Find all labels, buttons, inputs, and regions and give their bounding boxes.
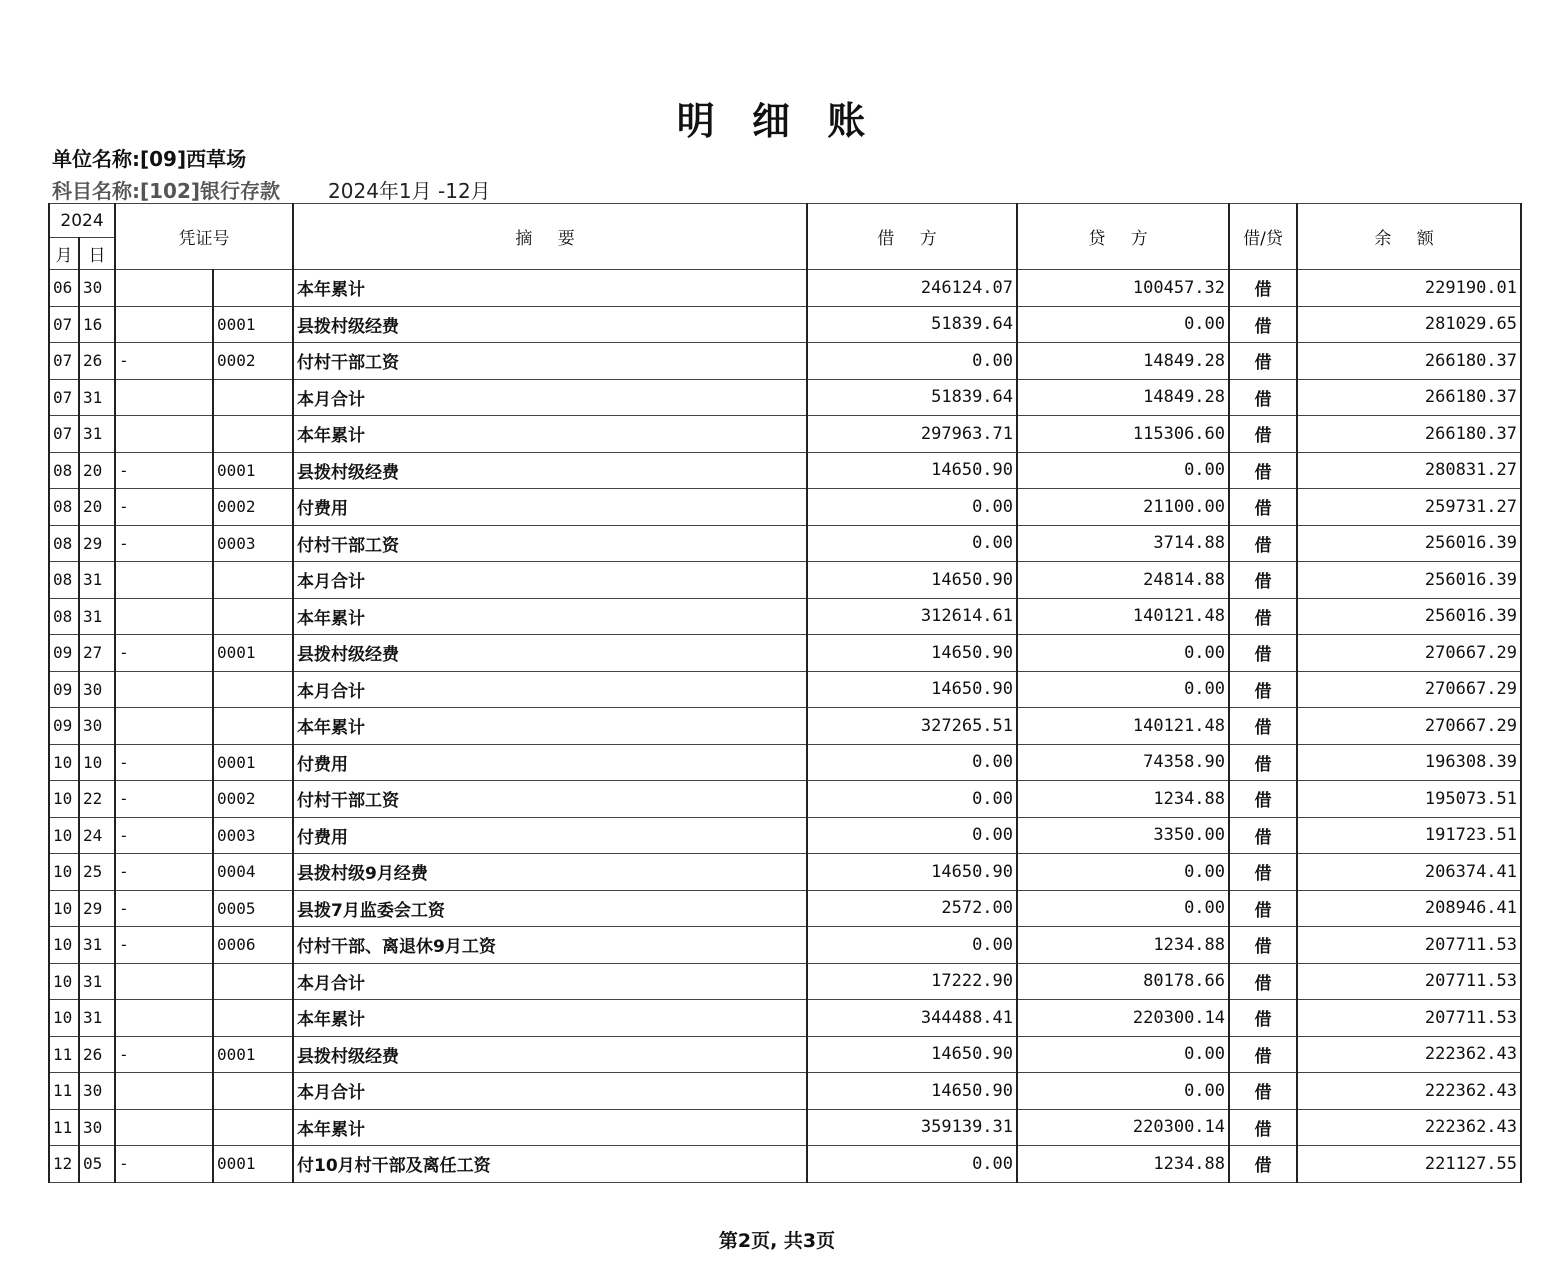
balance-cell: 270667.29: [1297, 635, 1521, 672]
table-row: [49, 781, 1521, 818]
month-cell: 08: [49, 489, 79, 526]
voucher-type-cell: [115, 306, 213, 343]
balance-cell: 222362.43: [1297, 1036, 1521, 1073]
summary-cell: 付费用: [293, 489, 807, 526]
month-cell: 07: [49, 306, 79, 343]
voucher-type-cell: [115, 963, 213, 1000]
direction-cell: 借: [1229, 744, 1297, 781]
summary-cell: 本年累计: [293, 1000, 807, 1037]
debit-cell: 51839.64: [807, 379, 1017, 416]
credit-cell: 1234.88: [1017, 927, 1229, 964]
debit-cell: 246124.07: [807, 270, 1017, 307]
voucher-number-cell: 0002: [213, 781, 293, 818]
voucher-type-cell: -: [115, 489, 213, 526]
summary-cell: 县拨村级经费: [293, 635, 807, 672]
day-cell: 31: [79, 963, 115, 1000]
voucher-type-cell: [115, 270, 213, 307]
debit-cell: 0.00: [807, 817, 1017, 854]
voucher-number-cell: [213, 598, 293, 635]
table-row: [49, 416, 1521, 453]
direction-cell: 借: [1229, 379, 1297, 416]
day-cell: 24: [79, 817, 115, 854]
direction-cell: 借: [1229, 562, 1297, 599]
month-cell: 09: [49, 671, 79, 708]
page-footer: 第2页, 共3页: [718, 1230, 836, 1252]
voucher-number-cell: 0001: [213, 1146, 293, 1183]
voucher-type-cell: [115, 416, 213, 453]
table-row: [49, 817, 1521, 854]
summary-cell: 本月合计: [293, 963, 807, 1000]
balance-cell: 270667.29: [1297, 671, 1521, 708]
day-cell: 31: [79, 562, 115, 599]
balance-cell: 208946.41: [1297, 890, 1521, 927]
year-header: 2024: [49, 204, 115, 238]
voucher-header: 凭证号: [115, 204, 293, 270]
table-row: [49, 343, 1521, 380]
debit-cell: 297963.71: [807, 416, 1017, 453]
month-cell: 08: [49, 562, 79, 599]
month-cell: 08: [49, 452, 79, 489]
month-cell: 10: [49, 927, 79, 964]
voucher-number-cell: 0003: [213, 817, 293, 854]
debit-header: 借 方: [807, 204, 1017, 270]
balance-cell: 207711.53: [1297, 927, 1521, 964]
credit-cell: 80178.66: [1017, 963, 1229, 1000]
balance-cell: 256016.39: [1297, 562, 1521, 599]
balance-cell: 270667.29: [1297, 708, 1521, 745]
table-row: [49, 270, 1521, 307]
credit-cell: 0.00: [1017, 671, 1229, 708]
credit-cell: 0.00: [1017, 1073, 1229, 1110]
voucher-number-cell: [213, 379, 293, 416]
summary-cell: 县拨村级经费: [293, 1036, 807, 1073]
direction-cell: 借: [1229, 854, 1297, 891]
debit-cell: 312614.61: [807, 598, 1017, 635]
credit-cell: 220300.14: [1017, 1109, 1229, 1146]
unit-name: 单位名称:[09]西草场: [52, 147, 247, 171]
voucher-number-cell: 0005: [213, 890, 293, 927]
voucher-type-cell: -: [115, 1146, 213, 1183]
credit-cell: 115306.60: [1017, 416, 1229, 453]
table-row: [49, 1109, 1521, 1146]
voucher-type-cell: -: [115, 817, 213, 854]
voucher-number-cell: [213, 671, 293, 708]
month-header: 月: [49, 238, 79, 270]
balance-cell: 266180.37: [1297, 379, 1521, 416]
balance-cell: 191723.51: [1297, 817, 1521, 854]
voucher-type-cell: -: [115, 525, 213, 562]
credit-cell: 0.00: [1017, 635, 1229, 672]
voucher-type-cell: [115, 598, 213, 635]
direction-cell: 借: [1229, 781, 1297, 818]
direction-header: 借/贷: [1229, 204, 1297, 270]
month-cell: 10: [49, 890, 79, 927]
direction-cell: 借: [1229, 525, 1297, 562]
day-cell: 30: [79, 708, 115, 745]
voucher-type-cell: -: [115, 781, 213, 818]
balance-cell: 207711.53: [1297, 1000, 1521, 1037]
summary-cell: 本月合计: [293, 379, 807, 416]
credit-cell: 0.00: [1017, 854, 1229, 891]
direction-cell: 借: [1229, 343, 1297, 380]
credit-cell: 140121.48: [1017, 598, 1229, 635]
voucher-type-cell: -: [115, 452, 213, 489]
day-cell: 29: [79, 890, 115, 927]
balance-cell: 281029.65: [1297, 306, 1521, 343]
direction-cell: 借: [1229, 270, 1297, 307]
voucher-number-cell: 0001: [213, 306, 293, 343]
summary-cell: 本年累计: [293, 270, 807, 307]
day-cell: 05: [79, 1146, 115, 1183]
summary-cell: 付10月村干部及离任工资: [293, 1146, 807, 1183]
balance-cell: 222362.43: [1297, 1109, 1521, 1146]
debit-cell: 14650.90: [807, 635, 1017, 672]
summary-cell: 付村干部工资: [293, 781, 807, 818]
table-row: [49, 562, 1521, 599]
voucher-type-cell: [115, 671, 213, 708]
voucher-number-cell: [213, 416, 293, 453]
voucher-type-cell: -: [115, 343, 213, 380]
month-cell: 09: [49, 635, 79, 672]
balance-cell: 266180.37: [1297, 343, 1521, 380]
month-cell: 08: [49, 525, 79, 562]
balance-cell: 207711.53: [1297, 963, 1521, 1000]
voucher-number-cell: 0001: [213, 1036, 293, 1073]
debit-cell: 0.00: [807, 343, 1017, 380]
day-cell: 10: [79, 744, 115, 781]
day-cell: 27: [79, 635, 115, 672]
table-row: [49, 525, 1521, 562]
summary-cell: 付村干部工资: [293, 343, 807, 380]
table-row: [49, 671, 1521, 708]
month-cell: 11: [49, 1109, 79, 1146]
debit-cell: 14650.90: [807, 671, 1017, 708]
day-cell: 29: [79, 525, 115, 562]
voucher-number-cell: 0004: [213, 854, 293, 891]
day-cell: 22: [79, 781, 115, 818]
credit-cell: 14849.28: [1017, 343, 1229, 380]
debit-cell: 0.00: [807, 489, 1017, 526]
table-row: [49, 1036, 1521, 1073]
table-row: [49, 306, 1521, 343]
direction-cell: 借: [1229, 927, 1297, 964]
page-title: 明 细 账: [676, 99, 878, 143]
table-row: [49, 379, 1521, 416]
direction-cell: 借: [1229, 306, 1297, 343]
voucher-number-cell: [213, 1073, 293, 1110]
debit-cell: 0.00: [807, 744, 1017, 781]
day-cell: 31: [79, 416, 115, 453]
credit-cell: 21100.00: [1017, 489, 1229, 526]
month-cell: 11: [49, 1073, 79, 1110]
credit-cell: 100457.32: [1017, 270, 1229, 307]
direction-cell: 借: [1229, 1109, 1297, 1146]
summary-cell: 本年累计: [293, 708, 807, 745]
day-cell: 30: [79, 270, 115, 307]
voucher-type-cell: [115, 1073, 213, 1110]
month-cell: 08: [49, 598, 79, 635]
debit-cell: 14650.90: [807, 562, 1017, 599]
direction-cell: 借: [1229, 598, 1297, 635]
summary-cell: 本月合计: [293, 1073, 807, 1110]
table-row: [49, 635, 1521, 672]
direction-cell: 借: [1229, 1000, 1297, 1037]
credit-cell: 220300.14: [1017, 1000, 1229, 1037]
debit-cell: 0.00: [807, 1146, 1017, 1183]
debit-cell: 359139.31: [807, 1109, 1017, 1146]
month-cell: 10: [49, 744, 79, 781]
day-cell: 20: [79, 452, 115, 489]
credit-cell: 0.00: [1017, 1036, 1229, 1073]
subject-line: [52, 175, 491, 204]
month-cell: 10: [49, 1000, 79, 1037]
day-cell: 26: [79, 1036, 115, 1073]
debit-cell: 0.00: [807, 927, 1017, 964]
voucher-number-cell: 0002: [213, 489, 293, 526]
direction-cell: 借: [1229, 963, 1297, 1000]
ledger-table: [48, 203, 1522, 1183]
credit-cell: 24814.88: [1017, 562, 1229, 599]
table-row: [49, 1000, 1521, 1037]
balance-cell: 266180.37: [1297, 416, 1521, 453]
summary-cell: 本月合计: [293, 562, 807, 599]
debit-cell: 2572.00: [807, 890, 1017, 927]
balance-cell: 256016.39: [1297, 598, 1521, 635]
voucher-type-cell: -: [115, 744, 213, 781]
debit-cell: 0.00: [807, 525, 1017, 562]
credit-cell: 74358.90: [1017, 744, 1229, 781]
voucher-number-cell: 0002: [213, 343, 293, 380]
month-cell: 07: [49, 343, 79, 380]
credit-cell: 0.00: [1017, 452, 1229, 489]
voucher-number-cell: [213, 963, 293, 1000]
debit-cell: 14650.90: [807, 854, 1017, 891]
debit-cell: 327265.51: [807, 708, 1017, 745]
debit-cell: 344488.41: [807, 1000, 1017, 1037]
credit-cell: 0.00: [1017, 890, 1229, 927]
direction-cell: 借: [1229, 452, 1297, 489]
voucher-type-cell: -: [115, 854, 213, 891]
summary-cell: 县拨村级经费: [293, 452, 807, 489]
summary-cell: 付村干部工资: [293, 525, 807, 562]
month-cell: 10: [49, 963, 79, 1000]
voucher-type-cell: [115, 562, 213, 599]
table-row: [49, 1146, 1521, 1183]
summary-header: 摘 要: [293, 204, 807, 270]
table-row: [49, 708, 1521, 745]
day-cell: 31: [79, 598, 115, 635]
balance-cell: 259731.27: [1297, 489, 1521, 526]
summary-cell: 付费用: [293, 744, 807, 781]
month-cell: 11: [49, 1036, 79, 1073]
day-cell: 20: [79, 489, 115, 526]
day-cell: 25: [79, 854, 115, 891]
voucher-type-cell: -: [115, 1036, 213, 1073]
table-row: [49, 963, 1521, 1000]
day-cell: 31: [79, 927, 115, 964]
balance-cell: 229190.01: [1297, 270, 1521, 307]
summary-cell: 县拨7月监委会工资: [293, 890, 807, 927]
day-cell: 31: [79, 1000, 115, 1037]
direction-cell: 借: [1229, 890, 1297, 927]
voucher-number-cell: [213, 708, 293, 745]
table-row: [49, 927, 1521, 964]
voucher-number-cell: [213, 1109, 293, 1146]
day-cell: 31: [79, 379, 115, 416]
voucher-number-cell: [213, 270, 293, 307]
table-row: [49, 890, 1521, 927]
credit-cell: 0.00: [1017, 306, 1229, 343]
direction-cell: 借: [1229, 671, 1297, 708]
balance-cell: 196308.39: [1297, 744, 1521, 781]
credit-cell: 1234.88: [1017, 781, 1229, 818]
credit-cell: 3714.88: [1017, 525, 1229, 562]
balance-cell: 195073.51: [1297, 781, 1521, 818]
voucher-type-cell: [115, 1109, 213, 1146]
debit-cell: 17222.90: [807, 963, 1017, 1000]
day-cell: 30: [79, 1109, 115, 1146]
credit-cell: 1234.88: [1017, 1146, 1229, 1183]
direction-cell: 借: [1229, 416, 1297, 453]
summary-cell: 县拨村级经费: [293, 306, 807, 343]
voucher-number-cell: [213, 562, 293, 599]
voucher-number-cell: 0006: [213, 927, 293, 964]
month-cell: 10: [49, 854, 79, 891]
month-cell: 09: [49, 708, 79, 745]
month-cell: 10: [49, 817, 79, 854]
direction-cell: 借: [1229, 708, 1297, 745]
credit-cell: 3350.00: [1017, 817, 1229, 854]
balance-cell: 256016.39: [1297, 525, 1521, 562]
month-cell: 07: [49, 416, 79, 453]
table-row: [49, 598, 1521, 635]
voucher-number-cell: 0001: [213, 452, 293, 489]
day-header: 日: [79, 238, 115, 270]
balance-header: 余 额: [1297, 204, 1521, 270]
voucher-type-cell: [115, 1000, 213, 1037]
summary-cell: 本年累计: [293, 1109, 807, 1146]
credit-cell: 14849.28: [1017, 379, 1229, 416]
day-cell: 30: [79, 671, 115, 708]
table-row: [49, 489, 1521, 526]
summary-cell: 县拨村级9月经费: [293, 854, 807, 891]
voucher-number-cell: [213, 1000, 293, 1037]
voucher-type-cell: -: [115, 927, 213, 964]
day-cell: 30: [79, 1073, 115, 1110]
voucher-number-cell: 0001: [213, 744, 293, 781]
balance-cell: 222362.43: [1297, 1073, 1521, 1110]
debit-cell: 14650.90: [807, 1036, 1017, 1073]
voucher-number-cell: 0003: [213, 525, 293, 562]
debit-cell: 51839.64: [807, 306, 1017, 343]
direction-cell: 借: [1229, 635, 1297, 672]
voucher-number-cell: 0001: [213, 635, 293, 672]
balance-cell: 206374.41: [1297, 854, 1521, 891]
summary-cell: 付村干部、离退休9月工资: [293, 927, 807, 964]
subject-name: 科目名称:[102]银行存款: [52, 179, 281, 203]
voucher-type-cell: [115, 379, 213, 416]
balance-cell: 280831.27: [1297, 452, 1521, 489]
summary-cell: 本年累计: [293, 416, 807, 453]
summary-cell: 本年累计: [293, 598, 807, 635]
direction-cell: 借: [1229, 489, 1297, 526]
debit-cell: 14650.90: [807, 1073, 1017, 1110]
debit-cell: 0.00: [807, 781, 1017, 818]
day-cell: 16: [79, 306, 115, 343]
summary-cell: 付费用: [293, 817, 807, 854]
month-cell: 10: [49, 781, 79, 818]
table-row: [49, 744, 1521, 781]
month-cell: 07: [49, 379, 79, 416]
voucher-type-cell: -: [115, 635, 213, 672]
credit-header: 贷 方: [1017, 204, 1229, 270]
debit-cell: 14650.90: [807, 452, 1017, 489]
month-cell: 06: [49, 270, 79, 307]
table-row: [49, 452, 1521, 489]
day-cell: 26: [79, 343, 115, 380]
ledger-body: [49, 270, 1521, 1183]
table-row: [49, 1073, 1521, 1110]
direction-cell: 借: [1229, 817, 1297, 854]
summary-cell: 本月合计: [293, 671, 807, 708]
voucher-type-cell: -: [115, 890, 213, 927]
direction-cell: 借: [1229, 1036, 1297, 1073]
month-cell: 12: [49, 1146, 79, 1183]
balance-cell: 221127.55: [1297, 1146, 1521, 1183]
direction-cell: 借: [1229, 1073, 1297, 1110]
table-row: [49, 854, 1521, 891]
direction-cell: 借: [1229, 1146, 1297, 1183]
period: 2024年1月 -12月: [328, 179, 491, 203]
voucher-type-cell: [115, 708, 213, 745]
credit-cell: 140121.48: [1017, 708, 1229, 745]
